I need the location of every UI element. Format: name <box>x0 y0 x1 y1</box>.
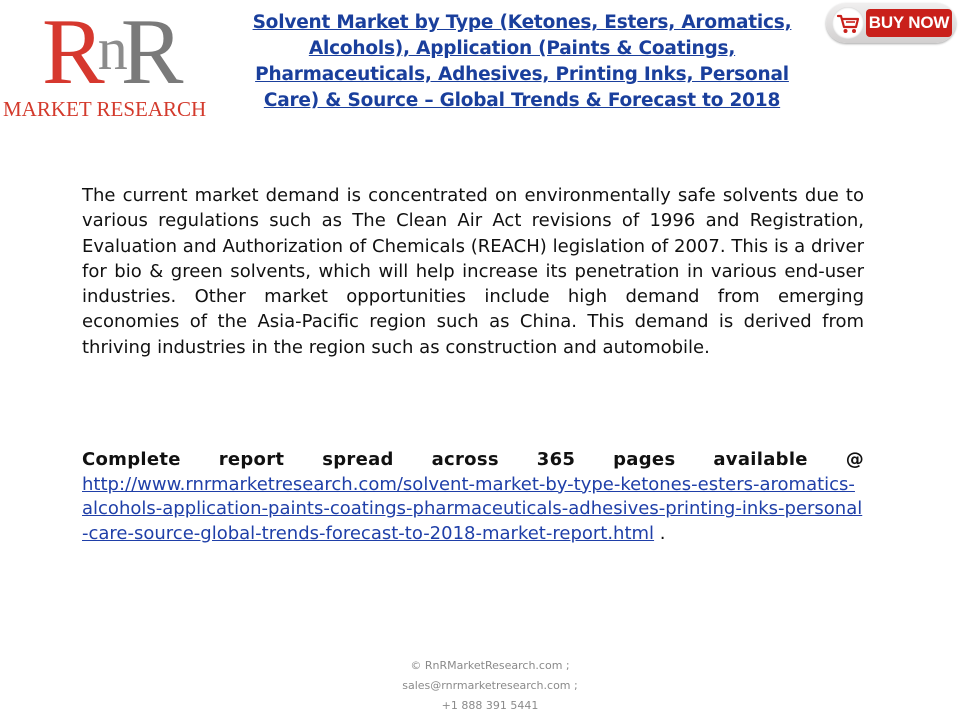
logo-letter-n: n <box>97 16 124 82</box>
company-logo <box>0 0 225 135</box>
footer-email: sales@rnrmarketresearch.com ; <box>402 679 578 692</box>
page-title[interactable]: Solvent Market by Type (Ketones, Esters, Aromatics, Alcohols), Application (Paints & Coatings, Pharmaceuticals, Adhesives, Printing Inks, Personal Care) & Source – Global Trends & Forecast to 2018 <box>252 12 792 111</box>
footer-copyright: © RnRMarketResearch.com ; <box>410 659 570 672</box>
logo-letter-r-red: R <box>42 0 101 104</box>
footer-contact <box>300 656 680 716</box>
description-paragraph: The current market demand is concentrated on environmentally safe solvents due to various regulations such as The Clean Air Act revisions of 1996 and Registration, Evaluation and Authorization of Chemicals (REACH) legislation of 2007. This is a driver for bio & green solvents, which will help increase its penetration in various end-user industries. Other market opportunities include high demand from emerging economies of the Asia-Pacific region such as China. This demand is derived from thriving industries in the region such as construction and automobile. <box>82 185 864 358</box>
logo-mark <box>42 0 180 104</box>
buy-now-button[interactable] <box>826 3 956 43</box>
cart-icon <box>832 7 864 39</box>
logo-letter-r-grey: R <box>120 0 180 104</box>
report-info <box>82 448 864 546</box>
report-heading: Complete report spread across 365 pages available @ <box>82 449 864 470</box>
buy-now-label: BUY NOW <box>866 9 952 37</box>
report-trailing-dot: . <box>654 522 666 544</box>
logo-text: MARKET RESEARCH <box>3 97 207 121</box>
footer-phone: +1 888 391 5441 <box>441 699 539 712</box>
report-link[interactable]: http://www.rnrmarketresearch.com/solvent-market-by-type-ketones-esters-aromatics-alcohols-application-paints-coatings-pharmaceuticals-adhesives-printing-inks-personal-care-source-global-trends-forecast-to-2018-market-report.html <box>82 473 863 544</box>
